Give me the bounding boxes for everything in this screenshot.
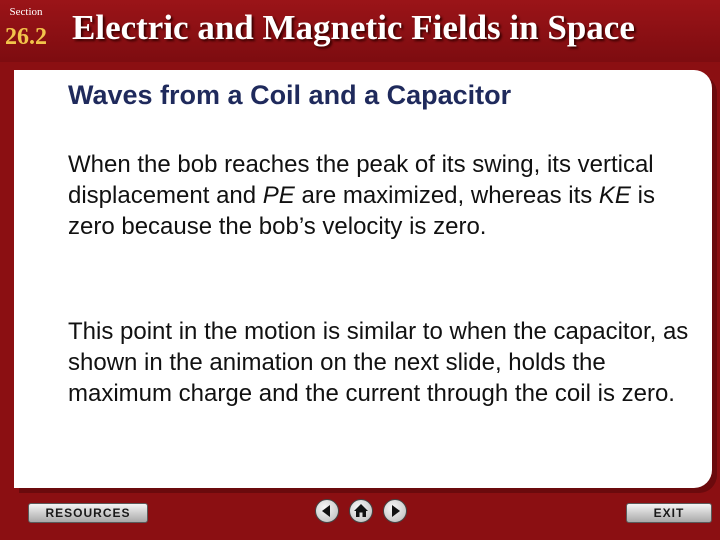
exit-button[interactable]: EXIT (626, 503, 712, 523)
content-panel (14, 70, 712, 488)
paragraph-2: This point in the motion is similar to when the capacitor, as shown in the animation on the next slide, holds the maximum charge and the current through the coil is zero. (68, 318, 689, 407)
forward-arrow-icon[interactable] (383, 499, 407, 523)
section-badge (0, 0, 54, 62)
header-bar (0, 0, 720, 62)
section-number: 26.2 (5, 24, 47, 50)
back-arrow-icon[interactable] (315, 499, 339, 523)
section-label: Section (9, 6, 43, 18)
paragraph-1: When the bob reaches the peak of its swing, its vertical displacement and PE are maximized, whereas its KE is zero because the bob’s velocity is zero. (68, 151, 655, 240)
content-heading: Waves from a Coil and a Capacitor (68, 80, 512, 110)
slide-title: Electric and Magnetic Fields in Space (72, 8, 635, 47)
resources-button[interactable]: RESOURCES (28, 503, 148, 523)
home-icon[interactable] (349, 499, 373, 523)
